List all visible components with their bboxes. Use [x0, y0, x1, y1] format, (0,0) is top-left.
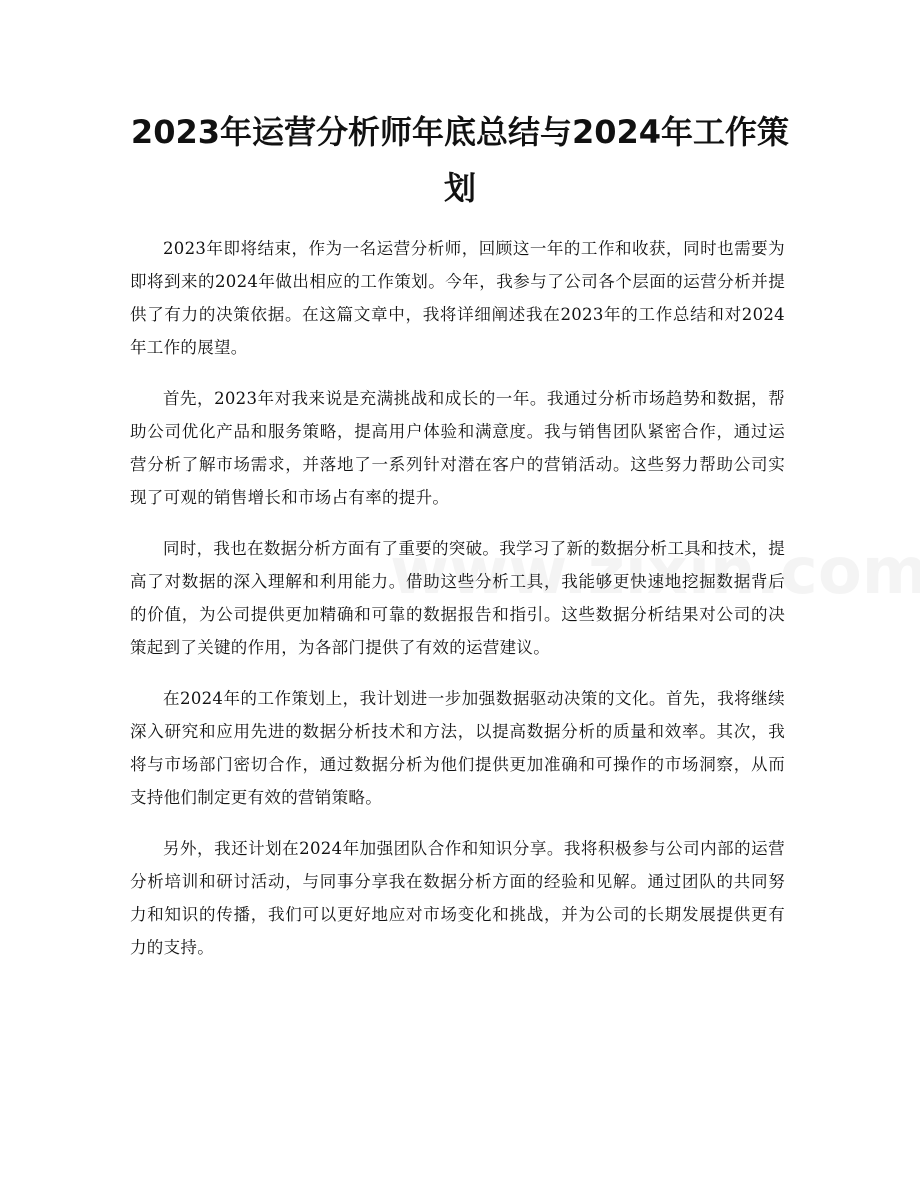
- paragraph-4: 在2024年的工作策划上，我计划进一步加强数据驱动决策的文化。首先，我将继续深入研究和应用先进的数据分析技术和方法，以提高数据分析的质量和效率。其次，我将与市场部门密切合作，通过数据分析为他们提供更加准确和可操作的市场洞察，从而支持他们制定更有效的营销策略。: [130, 689, 785, 807]
- document-body: [130, 232, 785, 982]
- paragraph-5: 另外，我还计划在2024年加强团队合作和知识分享。我将积极参与公司内部的运营分析培训和研讨活动，与同事分享我在数据分析方面的经验和见解。通过团队的共同努力和知识的传播，我们可以更好地应对市场变化和挑战，并为公司的长期发展提供更有力的支持。: [130, 839, 785, 957]
- paragraph-1: 2023年即将结束，作为一名运营分析师，回顾这一年的工作和收获，同时也需要为即将到来的2024年做出相应的工作策划。今年，我参与了公司各个层面的运营分析并提供了有力的决策依据。在这篇文章中，我将详细阐述我在2023年的工作总结和对2024年工作的展望。: [130, 239, 785, 357]
- paragraph-3: 同时，我也在数据分析方面有了重要的突破。我学习了新的数据分析工具和技术，提高了对数据的深入理解和利用能力。借助这些分析工具，我能够更快速地挖掘数据背后的价值，为公司提供更加精确和可靠的数据报告和指引。这些数据分析结果对公司的决策起到了关键的作用，为各部门提供了有效的运营建议。: [130, 539, 785, 657]
- document-title: 2023年运营分析师年底总结与2024年工作策划: [130, 113, 790, 207]
- paragraph-2: 首先，2023年对我来说是充满挑战和成长的一年。我通过分析市场趋势和数据，帮助公司优化产品和服务策略，提高用户体验和满意度。我与销售团队紧密合作，通过运营分析了解市场需求，并落地了一系列针对潜在客户的营销活动。这些努力帮助公司实现了可观的销售增长和市场占有率的提升。: [130, 389, 785, 507]
